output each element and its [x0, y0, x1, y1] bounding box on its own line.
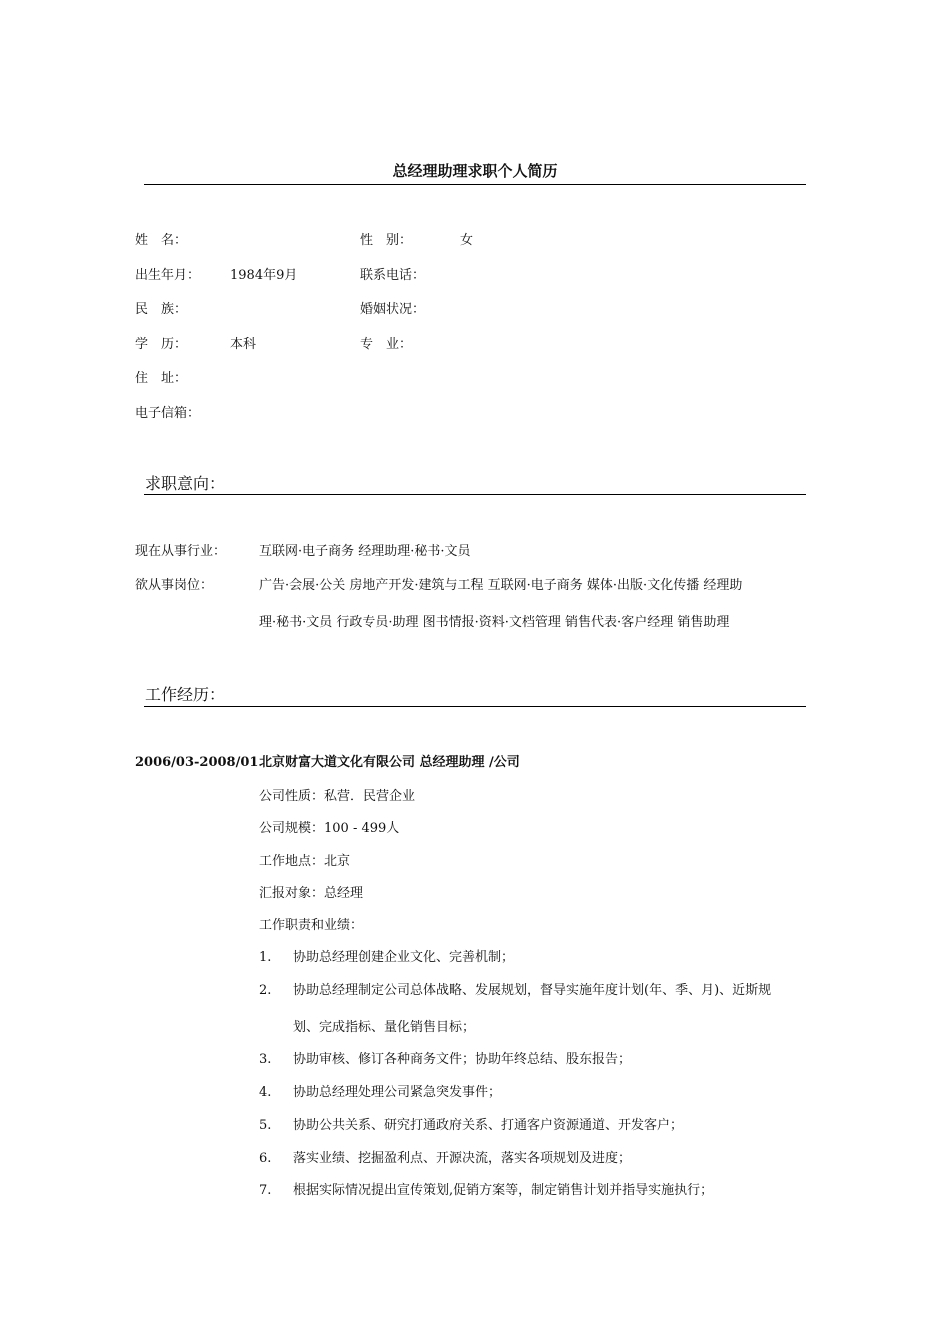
title-divider [144, 184, 806, 185]
company-scale: 公司规模：100 - 499人 [259, 821, 400, 836]
position-value-line1: 广告·会展·公关 房地产开发·建筑与工程 互联网·电子商务 媒体·出版·文化传播 经理助 [259, 578, 743, 593]
industry-value: 互联网·电子商务 经理助理·秘书·文员 [259, 544, 471, 559]
company-nature: 公司性质：私营．民营企业 [259, 789, 416, 804]
duty-number: 3. [259, 1052, 272, 1067]
duty-text: 协助总经理创建企业文化、完善机制； [293, 950, 515, 965]
duty-number: 6. [259, 1151, 272, 1166]
document-title: 总经理助理求职个人简历 [392, 162, 558, 180]
report-to: 汇报对象：总经理 [259, 886, 364, 901]
phone-label: 联系电话： [360, 268, 426, 283]
work-location: 工作地点：北京 [259, 854, 351, 869]
duty-number: 2. [259, 983, 272, 998]
duties-label: 工作职责和业绩： [259, 918, 364, 933]
experience-period: 2006/03-2008/01 [135, 755, 259, 770]
duty-text: 根据实际情况提出宣传策划,促销方案等，制定销售计划并指导实施执行； [293, 1183, 714, 1198]
experience-company: 北京财富大道文化有限公司 总经理助理 /公司 [259, 755, 520, 770]
duty-text-continued: 划、完成指标、量化销售目标； [293, 1020, 476, 1035]
education-label: 学 历： [135, 337, 188, 352]
intent-heading: 求职意向： [145, 474, 226, 493]
intent-divider [144, 494, 806, 495]
duty-number: 5. [259, 1118, 272, 1133]
ethnic-label: 民 族： [135, 302, 188, 317]
duty-number: 7. [259, 1183, 272, 1198]
duty-text: 落实业绩、挖掘盈利点、开源决流，落实各项规划及进度； [293, 1151, 632, 1166]
experience-divider [144, 706, 806, 707]
email-label: 电子信箱： [135, 406, 201, 421]
marital-label: 婚姻状况： [360, 302, 426, 317]
birth-label: 出生年月： [135, 268, 201, 283]
gender-label: 性 别： [360, 233, 413, 248]
name-label: 姓 名： [135, 233, 188, 248]
major-label: 专 业： [360, 337, 413, 352]
duty-text: 协助总经理处理公司紧急突发事件； [293, 1085, 502, 1100]
duty-number: 4. [259, 1085, 272, 1100]
duty-number: 1. [259, 950, 272, 965]
gender-value: 女 [460, 233, 474, 248]
birth-value: 1984年9月 [230, 268, 298, 283]
education-value: 本科 [230, 337, 257, 352]
duty-text: 协助公共关系、研究打通政府关系、打通客户资源通道、开发客户； [293, 1118, 684, 1133]
position-value-line2: 理·秘书·文员 行政专员·助理 图书情报·资料·文档管理 销售代表·客户经理 销售助理 [259, 615, 730, 630]
duty-text: 协助审核、修订各种商务文件；协助年终总结、股东报告； [293, 1052, 632, 1067]
industry-label: 现在从事行业： [135, 544, 227, 559]
address-label: 住 址： [135, 371, 188, 386]
position-label: 欲从事岗位： [135, 578, 214, 593]
duty-text: 协助总经理制定公司总体战略、发展规划，督导实施年度计划(年、季、月)、近斯规 [293, 983, 772, 998]
experience-heading: 工作经历： [145, 685, 226, 704]
